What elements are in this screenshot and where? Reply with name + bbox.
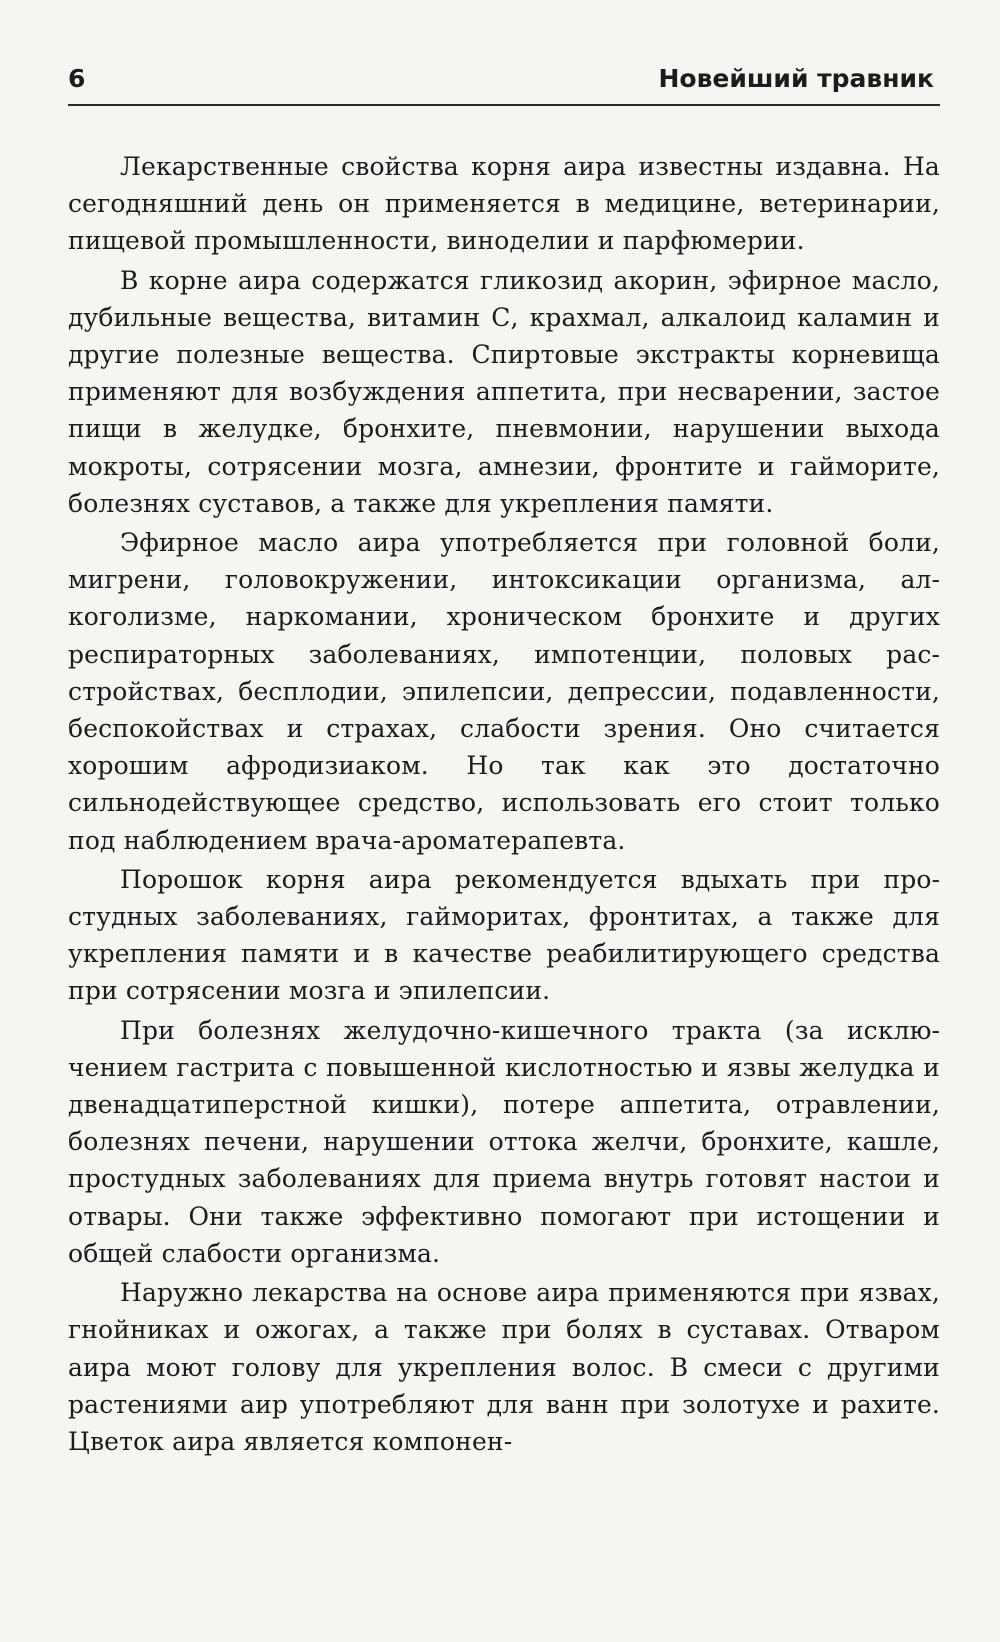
paragraph-3: Эфирное масло аира употребляется при головной боли, мигрени, головокружении, интоксикации организма, алкоголизме, наркомании, хроническом бронхите и других респираторных заболеваниях, импотенции, половых расстройствах, бесплодии, эпилепсии, депрессии, подавленности, беспокойствах и страхах, слабости зрения. Оно считается хорошим афродизиаком. Но так как это достаточно сильнодействующее средство, использовать его стоит только под наблюдением врача-ароматерапевта. — [68, 528, 940, 855]
page-header — [68, 60, 940, 106]
running-title: Новейший травник — [658, 64, 934, 93]
page-body — [68, 148, 940, 1462]
paragraph-5: При болезнях желудочно-кишечного тракта (за исключением гастрита с повышенной кислотностью и язвы желудка и двенадцатиперстной кишки), потере аппетита, отравлении, болезнях печени, нарушении оттока желчи, бронхите, кашле, простудных заболеваниях для приема внутрь готовят настои и отвары. Они также эффективно помогают при истощении и общей слабости организма. — [68, 1015, 940, 1268]
paragraph-2: В корне аира содержатся гликозид акорин, эфирное масло, дубильные вещества, витамин С, крахмал, алкалоид каламин и другие полезные вещества. Спиртовые экстракты корневища применяют для возбуждения аппетита, при несварении, застое пищи в желудке, бронхите, пневмонии, нарушении выхода мокроты, сотрясении мозга, амнезии, фронтите и гайморите, болезнях суставов, а также для укрепления памяти. — [68, 265, 940, 518]
paragraph-4: Порошок корня аира рекомендуется вдыхать при простудных заболеваниях, гайморитах, фронтитах, а также для укрепления памяти и в качестве реабилитирующего средства при сотрясении мозга и эпилепсии. — [68, 864, 940, 1006]
page-number: 6 — [68, 64, 86, 93]
paragraph-1: Лекарственные свойства корня аира известны издавна. На сегодняшний день он применяется в медицине, ветеринарии, пищевой промышленности, виноделии и парфюмерии. — [68, 152, 940, 256]
paragraph-6: Наружно лекарства на основе аира применяются при язвах, гнойниках и ожогах, а также при болях в суставах. Отваром аира моют голову для укрепления волос. В смеси с другими растениями аир употребляют для ванн при золотухе и рахите. Цветок аира является компонен- — [68, 1278, 940, 1456]
